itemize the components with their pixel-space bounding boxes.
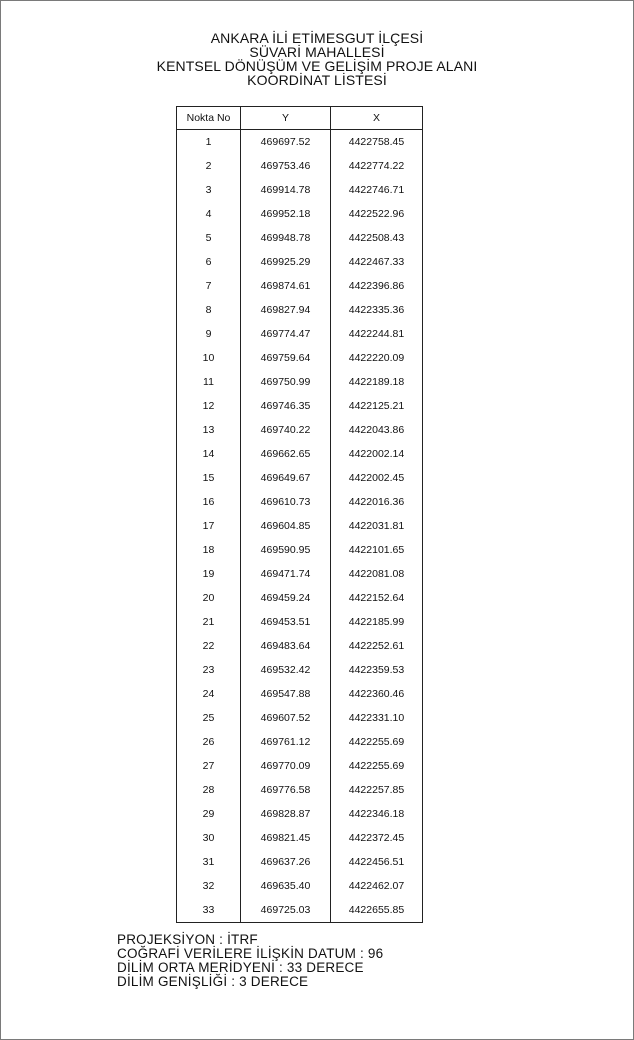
table-row bbox=[177, 730, 423, 754]
cell-point-no: 30 bbox=[177, 826, 241, 850]
cell-y: 469649.67 bbox=[241, 466, 331, 490]
cell-point-no: 15 bbox=[177, 466, 241, 490]
table-row bbox=[177, 538, 423, 562]
table-row bbox=[177, 874, 423, 898]
cell-y: 469662.65 bbox=[241, 442, 331, 466]
cell-x: 4422252.61 bbox=[331, 634, 423, 658]
cell-x: 4422185.99 bbox=[331, 610, 423, 634]
cell-point-no: 27 bbox=[177, 754, 241, 778]
cell-x: 4422346.18 bbox=[331, 802, 423, 826]
cell-x: 4422655.85 bbox=[331, 898, 423, 923]
cell-point-no: 11 bbox=[177, 370, 241, 394]
cell-x: 4422244.81 bbox=[331, 322, 423, 346]
cell-x: 4422189.18 bbox=[331, 370, 423, 394]
cell-y: 469770.09 bbox=[241, 754, 331, 778]
cell-x: 4422331.10 bbox=[331, 706, 423, 730]
table-row bbox=[177, 586, 423, 610]
header-x: X bbox=[331, 107, 423, 130]
note-central-meridian: DİLİM ORTA MERİDYENİ : 33 DERECE bbox=[117, 960, 364, 975]
cell-x: 4422031.81 bbox=[331, 514, 423, 538]
cell-y: 469746.35 bbox=[241, 394, 331, 418]
cell-x: 4422043.86 bbox=[331, 418, 423, 442]
cell-x: 4422522.96 bbox=[331, 202, 423, 226]
table-header-row bbox=[177, 107, 423, 130]
table-row bbox=[177, 850, 423, 874]
cell-point-no: 9 bbox=[177, 322, 241, 346]
cell-point-no: 12 bbox=[177, 394, 241, 418]
cell-x: 4422456.51 bbox=[331, 850, 423, 874]
cell-x: 4422257.85 bbox=[331, 778, 423, 802]
cell-x: 4422774.22 bbox=[331, 154, 423, 178]
title-line-project: KENTSEL DÖNÜŞÜM VE GELİŞİM PROJE ALANI bbox=[156, 58, 478, 74]
cell-y: 469740.22 bbox=[241, 418, 331, 442]
cell-y: 469635.40 bbox=[241, 874, 331, 898]
cell-x: 4422335.36 bbox=[331, 298, 423, 322]
cell-y: 469547.88 bbox=[241, 682, 331, 706]
table-row bbox=[177, 226, 423, 250]
cell-y: 469925.29 bbox=[241, 250, 331, 274]
cell-x: 4422255.69 bbox=[331, 754, 423, 778]
cell-y: 469532.42 bbox=[241, 658, 331, 682]
cell-point-no: 21 bbox=[177, 610, 241, 634]
cell-x: 4422125.21 bbox=[331, 394, 423, 418]
table-row bbox=[177, 370, 423, 394]
table-body bbox=[177, 130, 423, 923]
table-row bbox=[177, 490, 423, 514]
table-row bbox=[177, 178, 423, 202]
cell-y: 469828.87 bbox=[241, 802, 331, 826]
cell-y: 469827.94 bbox=[241, 298, 331, 322]
cell-y: 469952.18 bbox=[241, 202, 331, 226]
cell-y: 469821.45 bbox=[241, 826, 331, 850]
cell-point-no: 25 bbox=[177, 706, 241, 730]
cell-y: 469610.73 bbox=[241, 490, 331, 514]
cell-x: 4422372.45 bbox=[331, 826, 423, 850]
cell-x: 4422255.69 bbox=[331, 730, 423, 754]
cell-x: 4422396.86 bbox=[331, 274, 423, 298]
cell-x: 4422002.45 bbox=[331, 466, 423, 490]
table-row bbox=[177, 442, 423, 466]
header-point-no: Nokta No bbox=[177, 107, 241, 130]
cell-point-no: 23 bbox=[177, 658, 241, 682]
table-row bbox=[177, 826, 423, 850]
note-datum: COĞRAFİ VERİLERE İLİŞKİN DATUM : 96 bbox=[117, 946, 384, 961]
cell-y: 469590.95 bbox=[241, 538, 331, 562]
cell-x: 4422081.08 bbox=[331, 562, 423, 586]
cell-point-no: 18 bbox=[177, 538, 241, 562]
cell-point-no: 32 bbox=[177, 874, 241, 898]
table-row bbox=[177, 802, 423, 826]
cell-x: 4422152.64 bbox=[331, 586, 423, 610]
table-row bbox=[177, 706, 423, 730]
cell-point-no: 5 bbox=[177, 226, 241, 250]
table-row bbox=[177, 898, 423, 923]
cell-point-no: 10 bbox=[177, 346, 241, 370]
cell-y: 469761.12 bbox=[241, 730, 331, 754]
cell-y: 469483.64 bbox=[241, 634, 331, 658]
coordinate-table bbox=[176, 106, 423, 923]
document-title bbox=[0, 31, 634, 87]
cell-y: 469774.47 bbox=[241, 322, 331, 346]
cell-point-no: 4 bbox=[177, 202, 241, 226]
cell-x: 4422758.45 bbox=[331, 130, 423, 155]
cell-point-no: 19 bbox=[177, 562, 241, 586]
cell-point-no: 14 bbox=[177, 442, 241, 466]
cell-x: 4422746.71 bbox=[331, 178, 423, 202]
cell-y: 469759.64 bbox=[241, 346, 331, 370]
table-row bbox=[177, 250, 423, 274]
cell-y: 469453.51 bbox=[241, 610, 331, 634]
cell-y: 469750.99 bbox=[241, 370, 331, 394]
cell-point-no: 6 bbox=[177, 250, 241, 274]
cell-x: 4422002.14 bbox=[331, 442, 423, 466]
cell-y: 469874.61 bbox=[241, 274, 331, 298]
table-row bbox=[177, 466, 423, 490]
table-row bbox=[177, 562, 423, 586]
cell-point-no: 29 bbox=[177, 802, 241, 826]
table-row bbox=[177, 610, 423, 634]
cell-x: 4422016.36 bbox=[331, 490, 423, 514]
cell-point-no: 33 bbox=[177, 898, 241, 923]
cell-point-no: 3 bbox=[177, 178, 241, 202]
table-row bbox=[177, 346, 423, 370]
cell-y: 469697.52 bbox=[241, 130, 331, 155]
table-row bbox=[177, 394, 423, 418]
cell-x: 4422359.53 bbox=[331, 658, 423, 682]
table-row bbox=[177, 658, 423, 682]
cell-point-no: 20 bbox=[177, 586, 241, 610]
note-zone-width: DİLİM GENİŞLİĞİ : 3 DERECE bbox=[117, 974, 309, 989]
table-row bbox=[177, 154, 423, 178]
cell-x: 4422101.65 bbox=[331, 538, 423, 562]
table-row bbox=[177, 514, 423, 538]
cell-point-no: 28 bbox=[177, 778, 241, 802]
cell-y: 469753.46 bbox=[241, 154, 331, 178]
cell-x: 4422462.07 bbox=[331, 874, 423, 898]
cell-point-no: 13 bbox=[177, 418, 241, 442]
cell-y: 469637.26 bbox=[241, 850, 331, 874]
header-y: Y bbox=[241, 107, 331, 130]
cell-y: 469471.74 bbox=[241, 562, 331, 586]
title-line-list: KOORDİNAT LİSTESİ bbox=[247, 72, 387, 88]
cell-x: 4422360.46 bbox=[331, 682, 423, 706]
cell-y: 469607.52 bbox=[241, 706, 331, 730]
cell-x: 4422467.33 bbox=[331, 250, 423, 274]
projection-notes bbox=[117, 933, 383, 989]
cell-point-no: 24 bbox=[177, 682, 241, 706]
table-row bbox=[177, 754, 423, 778]
cell-y: 469914.78 bbox=[241, 178, 331, 202]
table-row bbox=[177, 322, 423, 346]
cell-y: 469776.58 bbox=[241, 778, 331, 802]
cell-point-no: 17 bbox=[177, 514, 241, 538]
cell-point-no: 26 bbox=[177, 730, 241, 754]
table-row bbox=[177, 274, 423, 298]
cell-y: 469725.03 bbox=[241, 898, 331, 923]
cell-point-no: 8 bbox=[177, 298, 241, 322]
cell-point-no: 1 bbox=[177, 130, 241, 155]
title-line-province: ANKARA İLİ ETİMESGUT İLÇESİ bbox=[210, 30, 424, 46]
cell-point-no: 31 bbox=[177, 850, 241, 874]
cell-point-no: 2 bbox=[177, 154, 241, 178]
table-row bbox=[177, 130, 423, 155]
table-row bbox=[177, 298, 423, 322]
title-line-neighborhood: SÜVARİ MAHALLESİ bbox=[249, 44, 385, 60]
cell-y: 469604.85 bbox=[241, 514, 331, 538]
note-projection: PROJEKSİYON : İTRF bbox=[117, 932, 258, 947]
cell-point-no: 7 bbox=[177, 274, 241, 298]
table-row bbox=[177, 634, 423, 658]
table-row bbox=[177, 682, 423, 706]
table-row bbox=[177, 202, 423, 226]
cell-x: 4422508.43 bbox=[331, 226, 423, 250]
cell-point-no: 22 bbox=[177, 634, 241, 658]
cell-y: 469948.78 bbox=[241, 226, 331, 250]
cell-y: 469459.24 bbox=[241, 586, 331, 610]
table-row bbox=[177, 778, 423, 802]
cell-point-no: 16 bbox=[177, 490, 241, 514]
cell-x: 4422220.09 bbox=[331, 346, 423, 370]
table-row bbox=[177, 418, 423, 442]
